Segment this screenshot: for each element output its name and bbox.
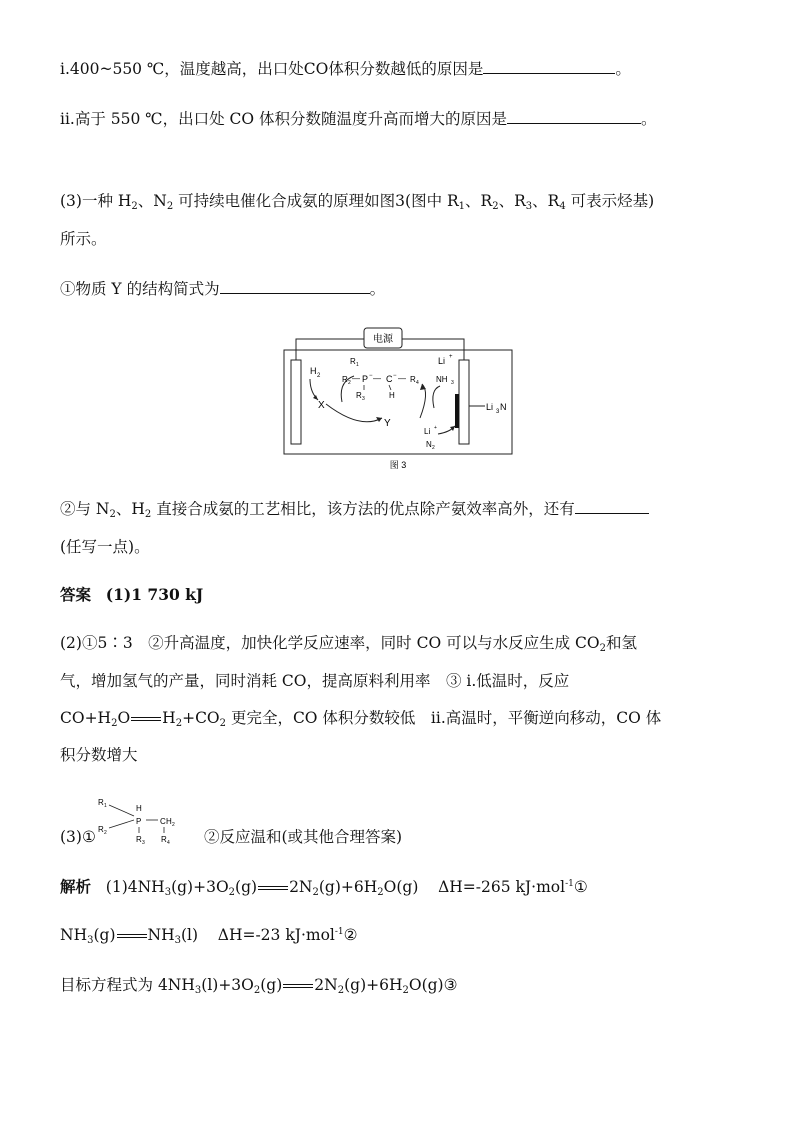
line-ii-text: ⅱ.高于 550 ℃，出口处 CO 体积分数随温度升高而增大的原因是: [60, 110, 508, 128]
svg-text:P: P: [362, 374, 369, 384]
svg-text:Li: Li: [424, 427, 431, 436]
question-3-2-line2: (任写一点)。: [60, 538, 150, 556]
svg-text:R: R: [342, 375, 348, 384]
svg-text:—: —: [373, 374, 381, 383]
svg-text:H: H: [389, 391, 395, 400]
answer-blank[interactable]: [220, 279, 370, 294]
question-line-i: ⅰ.400~550 ℃，温度越高，出口处CO体积分数越低的原因是 。: [60, 60, 631, 78]
svg-text:1: 1: [356, 362, 359, 368]
svg-text:2: 2: [172, 822, 175, 828]
svg-text:X: X: [318, 400, 325, 411]
answer-3: (3)①: [60, 828, 96, 846]
svg-text:R: R: [98, 798, 104, 807]
svg-text:NH: NH: [436, 375, 448, 384]
svg-text:N: N: [500, 402, 507, 412]
svg-text:C: C: [386, 374, 393, 384]
svg-text:P: P: [136, 817, 142, 826]
answer-2-line3: $CO+H_2O$ $H_2+CO_2$ 更完全，CO 体积分数较低 ⅱ.高温时，平衡逆向移动，CO 体: [60, 709, 662, 729]
svg-text:R: R: [161, 835, 167, 844]
svg-text:3: 3: [496, 409, 500, 415]
question-3-2: ②与 $N_2$、$H_2$ 直接合成氨的工艺相比，该方法的优点除产氨效率高外，还有: [60, 498, 649, 520]
answer-2-line1: (2)①5∶3 ②升高温度，加快化学反应速率，同时 CO 可以与水反应生成 $CO_2$和氢: [60, 634, 637, 654]
svg-text:2: 2: [348, 380, 351, 386]
svg-text:R: R: [98, 825, 104, 834]
svg-text:2: 2: [317, 373, 321, 379]
li3n-layer: [455, 394, 459, 428]
svg-text:2: 2: [432, 445, 435, 451]
svg-text:R: R: [350, 357, 356, 366]
answer-blank[interactable]: [483, 59, 615, 74]
svg-text:—: —: [398, 374, 406, 383]
line-i-text: ⅰ.400~550 ℃，温度越高，出口处CO体积分数越低的原因是: [60, 60, 484, 78]
svg-text:1: 1: [104, 803, 107, 809]
svg-text:R: R: [356, 391, 362, 400]
answer-3-2: ②反应温和(或其他合理答案): [204, 828, 403, 846]
answer-label: 答案: [60, 585, 92, 604]
svg-text:H: H: [310, 366, 317, 376]
analysis-eq2: $NH_3(g)$ $NH_3(l)$ ΔH=-23 kJ·mol$^{-1}$②: [60, 926, 358, 946]
svg-text:4: 4: [167, 840, 170, 846]
structure-y-diagram: [94, 790, 194, 846]
svg-text:−: −: [369, 373, 373, 379]
svg-text:C: C: [160, 817, 166, 826]
svg-text:N: N: [426, 440, 432, 449]
question-line-ii: ⅱ.高于 550 ℃，出口处 CO 体积分数随温度升高而增大的原因是 。: [60, 110, 657, 128]
question-3-intro: (3)一种 $H_2$、$N_2$ 可持续电催化合成氨的原理如图3(图中 $R_1$、$R_2$、$R_3$、$R_4$ 可表示烃基): [60, 192, 655, 212]
svg-text:3: 3: [451, 380, 454, 386]
left-electrode: [291, 360, 301, 444]
svg-text:+: +: [434, 425, 437, 431]
svg-text:4: 4: [416, 380, 419, 386]
answer-blank[interactable]: [575, 499, 649, 514]
analysis-eq1: 解析 $(1)4NH_3(g)+3O_2(g)$ $2N_2(g)+6H_2O(g)$ ΔH=-265 kJ·mol$^{-1}$①: [60, 877, 588, 898]
svg-text:Li: Li: [438, 356, 446, 366]
svg-text:—: —: [352, 374, 360, 383]
svg-text:3: 3: [362, 396, 365, 402]
answer-2-line2: 气，增加氢气的产量，同时消耗 CO，提高原料利用率 ③ ⅰ.低温时，反应: [60, 672, 570, 690]
answer-2-line4: 积分数增大: [60, 746, 138, 764]
svg-text:Li: Li: [486, 402, 494, 412]
question-3-1: ①物质 Y 的结构简式为 。: [60, 280, 386, 298]
analysis-eq3: 目标方程式为 $4NH_3(l)+3O_2(g)$ $2N_2(g)+6H_2O(g)③$: [60, 976, 458, 996]
svg-text:−: −: [393, 373, 397, 379]
svg-text:+: +: [449, 354, 453, 360]
svg-text:Y: Y: [384, 418, 391, 429]
answer-blank[interactable]: [507, 109, 641, 124]
figure-3-diagram: [280, 322, 520, 474]
svg-text:H: H: [136, 804, 142, 813]
svg-text:R: R: [410, 375, 416, 384]
right-electrode: [459, 360, 469, 444]
analysis-label: 解析: [60, 877, 92, 896]
figure-caption: 图 3: [389, 460, 407, 470]
svg-text:H: H: [166, 817, 172, 826]
answer-section-1: 答案 (1)1 730 kJ: [60, 585, 204, 604]
svg-text:3: 3: [142, 840, 145, 846]
power-label: 电源: [373, 334, 393, 345]
question-3-intro-line2: 所示。: [60, 230, 107, 248]
svg-text:R: R: [136, 835, 142, 844]
svg-text:2: 2: [104, 830, 107, 836]
